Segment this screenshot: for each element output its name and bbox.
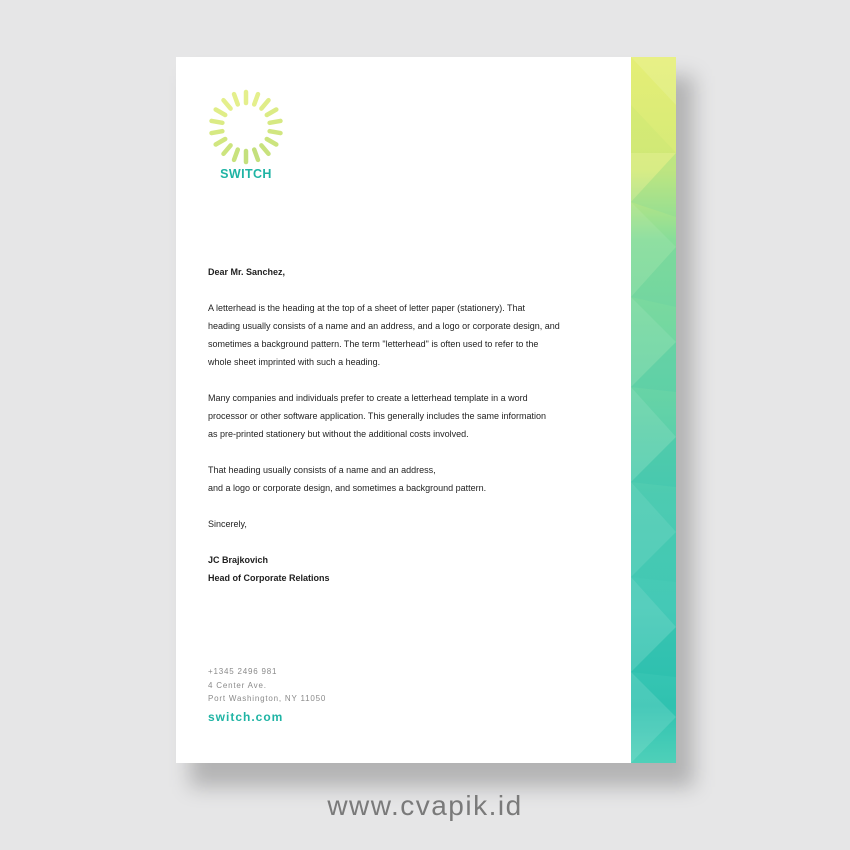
paragraph-line: Many companies and individuals prefer to create a letterhead template in a word	[208, 393, 528, 403]
signer-name: JC Brajkovich	[208, 555, 269, 565]
paragraph-line: whole sheet imprinted with such a heading.	[208, 357, 381, 367]
paragraph-line: That heading usually consists of a name and an address,	[208, 465, 436, 475]
address-line-2: Port Washington, NY 11050	[208, 694, 327, 703]
paragraph-3	[208, 461, 608, 497]
closing: Sincerely,	[208, 519, 247, 529]
paragraph-line: sometimes a background pattern. The term "letterhead" is often used to refer to the	[208, 339, 539, 349]
signer-title: Head of Corporate Relations	[208, 573, 330, 583]
paragraph-line: A letterhead is the heading at the top of a sheet of letter paper (stationery). That	[208, 303, 526, 313]
paragraph-1	[208, 299, 608, 371]
letter-body	[208, 263, 608, 587]
website-link[interactable]: switch.com	[208, 710, 284, 724]
phone-number: +1345 2496 981	[208, 667, 278, 676]
watermark: www.cvapik.id	[327, 790, 523, 821]
sun-ring-logo-icon	[206, 87, 286, 167]
paragraph-2	[208, 389, 608, 443]
paragraph-line: heading usually consists of a name and an address, and a logo or corporate design, and	[208, 321, 560, 331]
decorative-side-band	[631, 57, 676, 763]
greeting: Dear Mr. Sanchez,	[208, 267, 286, 277]
address-line-1: 4 Center Ave.	[208, 680, 267, 690]
paragraph-line: as pre-printed stationery but without the additional costs involved.	[208, 429, 469, 439]
letterhead-page	[176, 57, 676, 763]
switch-logo	[206, 87, 286, 187]
paragraph-line: processor or other software application. This generally includes the same information	[208, 411, 547, 421]
contact-block	[208, 665, 508, 706]
brand-name: SWITCH	[220, 167, 272, 181]
paragraph-line: and a logo or corporate design, and sometimes a background pattern.	[208, 483, 487, 493]
